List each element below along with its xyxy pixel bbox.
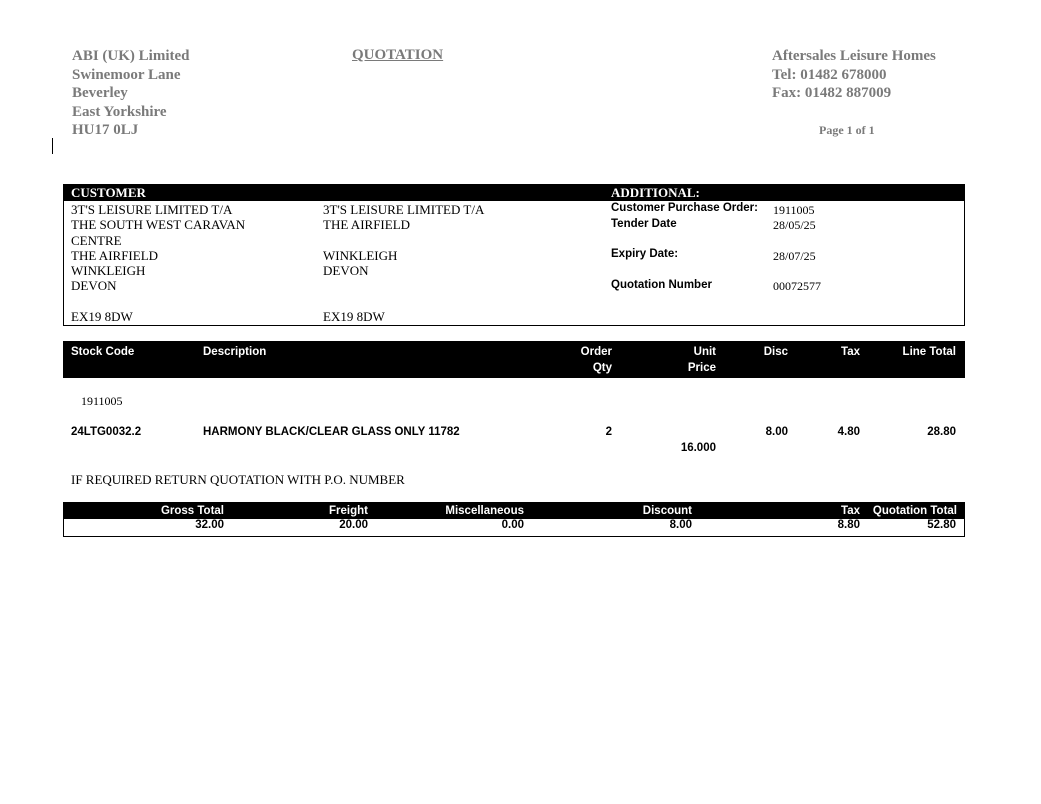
row-qty: 2 — [605, 426, 612, 438]
address-line: THE SOUTH WEST CARAVAN — [71, 217, 246, 233]
address-line — [323, 278, 484, 293]
totals-gross-value: 32.00 — [195, 519, 224, 531]
address-line: EX19 8DW — [323, 309, 385, 325]
customer-header: CUSTOMER — [71, 185, 146, 200]
address-line — [323, 294, 484, 309]
company-block — [72, 47, 190, 140]
header-unit: Unit — [693, 346, 716, 358]
totals-header-gross: Gross Total — [160, 505, 224, 517]
row-description: HARMONY BLACK/CLEAR GLASS ONLY 11782 — [203, 426, 460, 438]
company-address-line: East Yorkshire — [72, 103, 167, 120]
additional-header: ADDITIONAL: — [611, 185, 700, 200]
totals-discount-value: 8.00 — [669, 519, 692, 531]
header-stock-code: Stock Code — [71, 346, 135, 358]
address-line: WINKLEIGH — [323, 247, 398, 263]
quotation-number-value: 00072577 — [773, 279, 821, 293]
header-tax: Tax — [841, 346, 860, 358]
address-line: WINKLEIGH — [71, 263, 146, 279]
company-name: ABI (UK) Limited — [72, 48, 190, 64]
address-line — [71, 294, 245, 309]
department-block — [772, 47, 936, 103]
totals-misc-value: 0.00 — [501, 519, 524, 531]
row-disc: 8.00 — [765, 426, 788, 438]
department-tel: Tel: 01482 678000 — [772, 66, 887, 83]
header-disc: Disc — [763, 346, 788, 358]
totals-header-discount: Discount — [642, 505, 692, 517]
totals-quotation-total-value: 52.80 — [927, 519, 956, 531]
row-line-total: 28.80 — [927, 426, 956, 438]
purchase-order-label: Customer Purchase Order: — [611, 202, 758, 214]
expiry-date-value: 28/07/25 — [773, 249, 816, 263]
address-line: 3T'S LEISURE LIMITED T/A — [323, 202, 485, 217]
company-address-line: Swinemoor Lane — [72, 66, 181, 83]
address-line — [323, 233, 484, 248]
header-line-total: Line Total — [902, 346, 956, 358]
invoice-address — [71, 202, 245, 324]
company-address-line: Beverley — [72, 85, 128, 101]
address-line: CENTRE — [71, 232, 122, 248]
header-qty: Qty — [592, 362, 612, 374]
department-name: Aftersales Leisure Homes — [772, 48, 936, 64]
department-fax: Fax: 01482 887009 — [772, 85, 892, 101]
address-line: EX19 8DW — [71, 309, 133, 325]
document-title: QUOTATION — [352, 47, 444, 63]
row-tax: 4.80 — [837, 426, 860, 438]
header-description: Description — [203, 346, 267, 358]
address-line: DEVON — [71, 278, 117, 294]
customer-header-bar — [64, 185, 964, 201]
header-order: Order — [580, 346, 612, 358]
row-unit-price: 16.000 — [680, 442, 716, 454]
totals-header-tax: Tax — [841, 505, 860, 517]
page-number: Page 1 of 1 — [819, 123, 875, 137]
quotation-number-label: Quotation Number — [611, 279, 712, 291]
order-reference: 1911005 — [81, 394, 123, 408]
address-line: DEVON — [323, 263, 369, 279]
row-stock-code: 24LTG0032.2 — [71, 426, 142, 438]
address-line: 3T'S LEISURE LIMITED T/A — [71, 202, 233, 217]
totals-header-quotation-total: Quotation Total — [872, 505, 957, 517]
expiry-date-label: Expiry Date: — [611, 248, 679, 260]
purchase-order-value: 1911005 — [773, 203, 815, 217]
delivery-address — [323, 202, 484, 324]
tender-date-value: 28/05/25 — [773, 218, 816, 232]
address-line: THE AIRFIELD — [323, 217, 411, 233]
tender-date-label: Tender Date — [611, 218, 677, 230]
header-price: Price — [687, 362, 716, 374]
totals-freight-value: 20.00 — [339, 519, 368, 531]
totals-header-misc: Miscellaneous — [445, 505, 524, 517]
totals-tax-value: 8.80 — [837, 519, 860, 531]
company-address-line: HU17 0LJ — [72, 122, 139, 138]
return-note: IF REQUIRED RETURN QUOTATION WITH P.O. NUMBER — [71, 472, 405, 487]
address-line: THE AIRFIELD — [71, 247, 159, 263]
text-cursor — [52, 138, 53, 154]
totals-header-freight: Freight — [329, 505, 368, 517]
